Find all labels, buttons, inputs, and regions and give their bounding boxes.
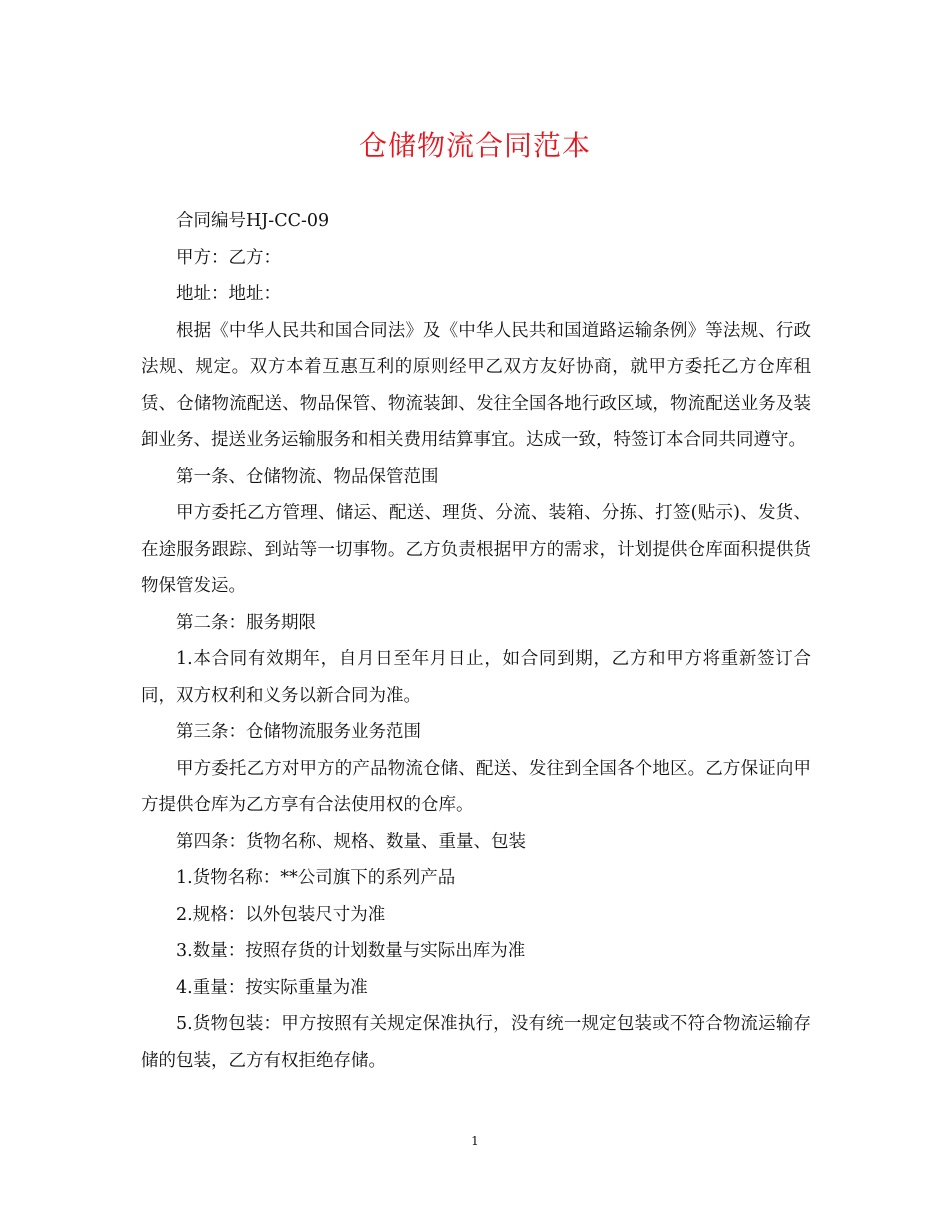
- article-4-item-5: 5.货物包装：甲方按照有关规定保准执行，没有统一规定包装或不符合物流运输存储的包装，乙方有权拒绝存储。: [141, 1014, 811, 1071]
- article-3-body: 甲方委托乙方对甲方的产品物流仓储、配送、发往到全国各个地区。乙方保证向甲方提供仓库为乙方享有合法使用权的仓库。: [141, 758, 811, 815]
- parties-line: 甲方：乙方：: [176, 247, 281, 268]
- document-body: [141, 203, 811, 1079]
- article-1-heading: 第一条、仓储物流、物品保管范围: [176, 466, 439, 487]
- page-number: 1: [471, 1134, 479, 1148]
- article-4-item-1: 1.货物名称：**公司旗下的系列产品: [176, 868, 456, 888]
- article-4-item-2: 2.规格：以外包装尺寸为准: [176, 904, 386, 925]
- document-title: 仓储物流合同范本: [358, 129, 591, 162]
- article-4-item-4: 4.重量：按实际重量为准: [176, 977, 368, 998]
- article-2-heading: 第二条：服务期限: [176, 612, 316, 633]
- article-4-item-3: 3.数量：按照存货的计划数量与实际出库为准: [176, 941, 526, 961]
- article-1-body: 甲方委托乙方管理、储运、配送、理货、分流、装箱、分拣、打签(贴示)、发货、在途服务跟踪、到站等一切事物。乙方负责根据甲方的需求，计划提供仓库面积提供货物保管发运。: [141, 503, 811, 596]
- article-3-heading: 第三条：仓储物流服务业务范围: [176, 722, 421, 742]
- article-4-heading: 第四条：货物名称、规格、数量、重量、包装: [176, 831, 526, 852]
- preamble-paragraph: 根据《中华人民共和国合同法》及《中华人民共和国道路运输条例》等法规、行政法规、规定。双方本着互惠互利的原则经甲乙双方友好协商，就甲方委托乙方仓库租赁、仓储物流配送、物品保管、物流装卸、发往全国各地行政区域，物流配送业务及装卸业务、提送业务运输服务和相关费用结算事宜。达成一致，特签订本合同共同遵守。: [141, 320, 811, 450]
- contract-number: 合同编号HJ-CC-09: [176, 211, 330, 231]
- article-2-item-1: 1.本合同有效期年，自月日至年月日止，如合同到期，乙方和甲方将重新签订合同，双方权利和义务以新合同为准。: [141, 649, 811, 706]
- address-line: 地址：地址：: [176, 284, 281, 304]
